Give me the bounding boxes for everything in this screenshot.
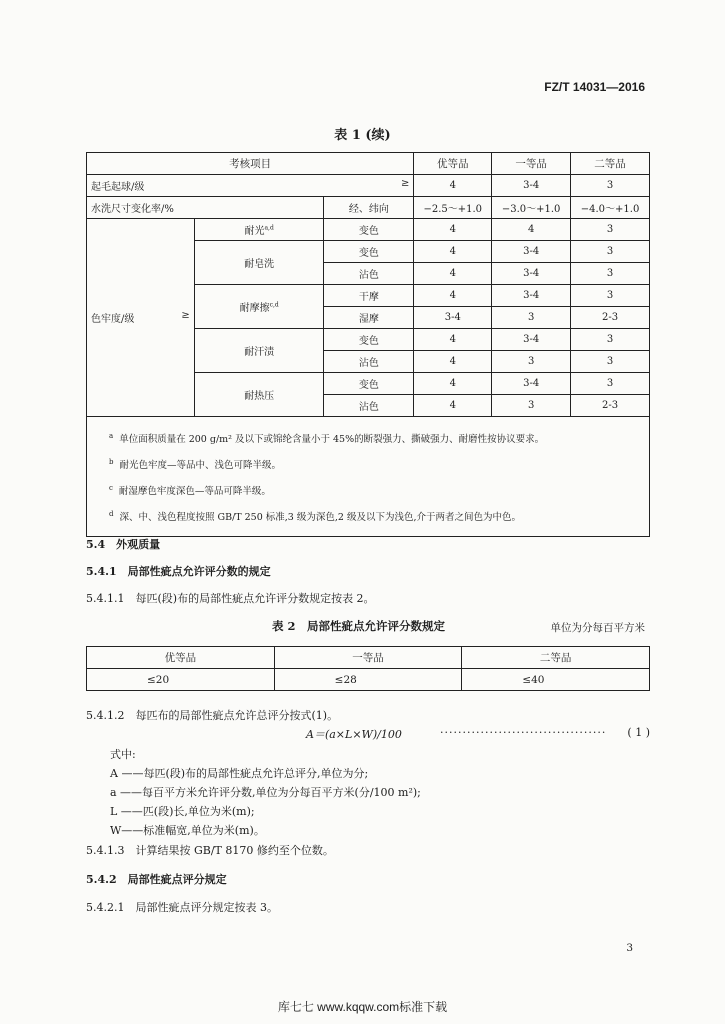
light-text: 耐光	[244, 226, 265, 237]
cell: ≤28	[274, 669, 462, 691]
header-grade1: 优等品	[414, 153, 492, 175]
table2-title: 表 2 局部性疵点允许评分数规定	[272, 619, 446, 633]
where-line-L: L ——匹(段)长,单位为米(m);	[110, 805, 255, 818]
sweat-label: 耐汗渍	[194, 329, 324, 373]
page-number: 3	[626, 942, 633, 954]
note-c	[109, 477, 639, 503]
cell: 3-4	[492, 285, 571, 307]
cell: 3-4	[492, 241, 571, 263]
note-a	[109, 425, 639, 451]
header-cell: 一等品	[274, 647, 462, 669]
header-cell: 优等品	[87, 647, 275, 669]
table-row	[87, 175, 650, 197]
note-d	[109, 503, 639, 529]
formula: A＝(a×L×W)/100	[306, 728, 402, 741]
table-row	[87, 197, 650, 219]
fastness-label	[87, 219, 195, 417]
cell: 3-4	[492, 175, 571, 197]
cell: 4	[414, 263, 492, 285]
table2	[86, 646, 650, 691]
section-5-4-1-3-text: 5.4.1.3 计算结果按 GB/T 8170 修约至个位数。	[86, 844, 334, 857]
note-mark: c	[109, 484, 113, 493]
table2-unit: 单位为分每百平方米	[550, 622, 645, 634]
section-5-4-2-heading: 5.4.2 局部性疵点评分规定	[86, 873, 227, 886]
header-grade3: 二等品	[571, 153, 650, 175]
fastness-sign: ≥	[181, 310, 190, 321]
note-text: 耐光色牢度—等品中、浅色可降半级。	[119, 460, 281, 472]
shrink-direction: 经、纬向	[324, 197, 414, 219]
formula-dots: ·····································	[440, 726, 607, 739]
cell: 4	[414, 373, 492, 395]
cell: 4	[414, 219, 492, 241]
section-5-4-1-heading: 5.4.1 局部性疵点允许评分数的规定	[86, 565, 271, 578]
fastness-text: 色牢度/级	[91, 314, 135, 325]
cell: 4	[414, 175, 492, 197]
section-5-4-1-1-text: 5.4.1.1 每匹(段)布的局部性疵点允许评分数规定按表 2。	[86, 592, 375, 605]
cell: 4	[414, 351, 492, 373]
rub-text: 耐摩擦	[239, 303, 270, 314]
cell: 4	[414, 285, 492, 307]
cell: 3-4	[492, 329, 571, 351]
cell: 变色	[324, 241, 414, 263]
where-line-A: A ——每匹(段)布的局部性疵点允许总评分,单位为分;	[110, 767, 369, 780]
cell: 3	[571, 175, 650, 197]
cell: 4	[414, 329, 492, 351]
note-mark: b	[109, 458, 114, 467]
rub-sup: c,d	[269, 301, 279, 309]
table-row	[87, 417, 650, 537]
cell: 沾色	[324, 263, 414, 285]
note-text: 单位面积质量在 200 g/m² 及以下或锦纶含量小于 45%的断裂强力、撕破强力、耐磨性按协议要求。	[119, 434, 545, 446]
cell: 3	[492, 351, 571, 373]
standard-number: FZ/T 14031—2016	[544, 80, 645, 94]
light-sup: a,d	[264, 224, 274, 232]
cell: 3	[571, 285, 650, 307]
cell: 4	[414, 395, 492, 417]
cell: 3-4	[414, 307, 492, 329]
cell: ≤40	[462, 669, 650, 691]
cell: 3	[571, 329, 650, 351]
table-row	[87, 669, 650, 691]
table-row	[87, 647, 650, 669]
table-row	[87, 153, 650, 175]
cell: 3	[571, 219, 650, 241]
section-5-4-2-1-text: 5.4.2.1 局部性疵点评分规定按表 3。	[86, 901, 278, 914]
cell: 2-3	[571, 395, 650, 417]
soap-label: 耐皂洗	[194, 241, 324, 285]
cell: 变色	[324, 329, 414, 351]
cell: 变色	[324, 219, 414, 241]
table1-title: 表 1 (续)	[334, 128, 391, 143]
pilling-sign: ≥	[400, 178, 410, 189]
section-5-4-heading: 5.4 外观质量	[86, 538, 161, 551]
cell: 沾色	[324, 395, 414, 417]
shrink-label: 水洗尺寸变化率/%	[87, 197, 324, 219]
footer-watermark: 库七七 www.kqqw.com标准下载	[277, 1000, 448, 1014]
section-5-4-1-2-text: 5.4.1.2 每匹布的局部性疵点允许总评分按式(1)。	[86, 709, 339, 722]
where-label: 式中:	[110, 748, 136, 761]
cell: 变色	[324, 373, 414, 395]
note-mark: d	[109, 510, 114, 519]
cell: 2-3	[571, 307, 650, 329]
cell: −3.0～+1.0	[492, 197, 571, 219]
cell: −2.5～+1.0	[414, 197, 492, 219]
header-cell: 二等品	[462, 647, 650, 669]
cell: 3	[492, 395, 571, 417]
note-text: 深、中、浅色程度按照 GB/T 250 标准,3 级为深色,2 级及以下为浅色,介于两者之间色为中色。	[119, 512, 521, 524]
note-text: 耐湿摩色牢度深色—等品可降半级。	[118, 486, 271, 498]
note-b	[109, 451, 639, 477]
table1	[86, 152, 650, 537]
cell: 沾色	[324, 351, 414, 373]
cell: 4	[414, 241, 492, 263]
equation-number: ( 1 )	[627, 726, 650, 739]
cell: 4	[492, 219, 571, 241]
table-row	[87, 219, 650, 241]
cell: 3	[571, 373, 650, 395]
rub-label	[194, 285, 324, 329]
where-line-W: W——标准幅宽,单位为米(m)。	[110, 824, 265, 837]
note-mark: a	[109, 432, 114, 440]
cell: 3	[571, 351, 650, 373]
cell: 湿摩	[324, 307, 414, 329]
header-item: 考核项目	[87, 153, 414, 175]
pilling-label	[87, 175, 414, 197]
cell: ≤20	[87, 669, 275, 691]
where-line-a: a ——每百平方米允许评分数,单位为分每百平方米(分/100 m²);	[110, 786, 421, 799]
cell: −4.0～+1.0	[571, 197, 650, 219]
cell: 3-4	[492, 263, 571, 285]
cell: 3-4	[492, 373, 571, 395]
hot-label: 耐热压	[194, 373, 324, 417]
pilling-text: 起毛起球/级	[91, 182, 145, 193]
cell: 3	[571, 263, 650, 285]
header-grade2: 一等品	[492, 153, 571, 175]
cell: 3	[571, 241, 650, 263]
table1-notes	[87, 417, 650, 537]
cell: 3	[492, 307, 571, 329]
light-label	[194, 219, 324, 241]
cell: 干摩	[324, 285, 414, 307]
